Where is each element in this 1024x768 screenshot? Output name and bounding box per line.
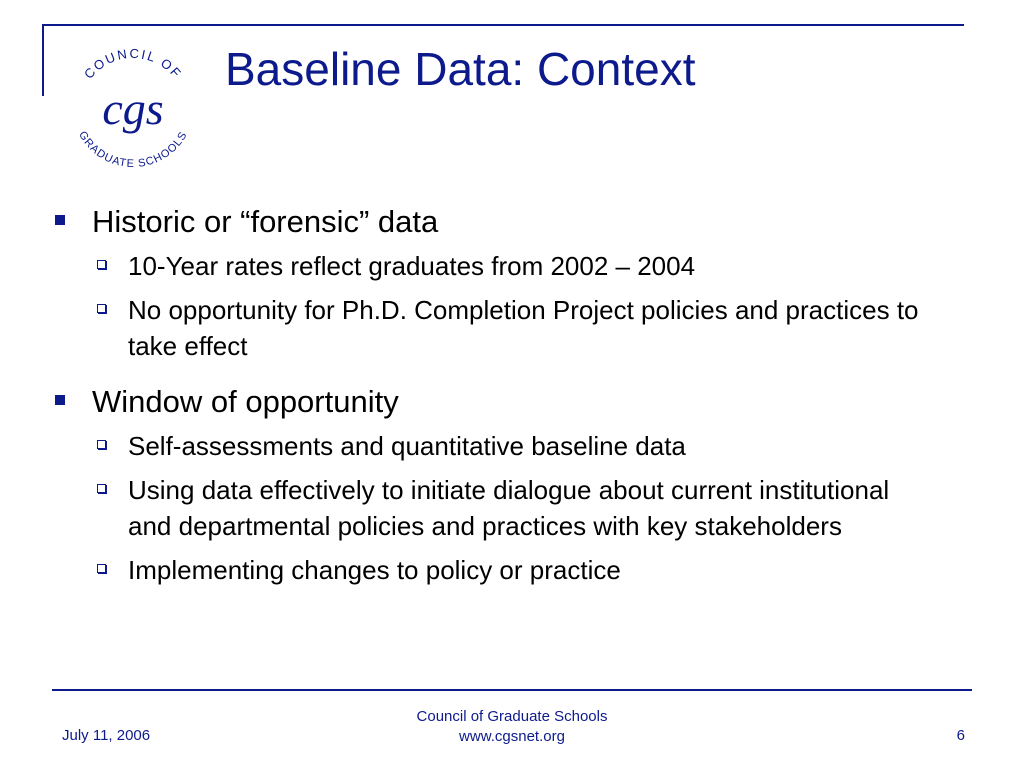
sub-bullet-text: Self-assessments and quantitative baseline data	[128, 431, 686, 461]
sub-bullet-item	[97, 248, 955, 284]
bullet-list	[55, 202, 955, 596]
hollow-square-bullet-icon	[97, 260, 106, 269]
sub-bullet-text: No opportunity for Ph.D. Completion Project policies and practices to take effect	[128, 295, 919, 361]
frame-top-rule	[42, 24, 964, 26]
bullet-text: Window of opportunity	[92, 384, 399, 419]
sub-bullet-text: Using data effectively to initiate dialogue about current institutional and departmental policies and practices with key stakeholders	[128, 475, 890, 541]
hollow-square-bullet-icon	[97, 564, 106, 573]
footer-url[interactable]: www.cgsnet.org	[459, 728, 565, 745]
sub-bullet-item	[97, 292, 955, 364]
svg-text:GRADUATE SCHOOLS	[76, 129, 190, 170]
bullet-item	[55, 202, 955, 242]
hollow-square-bullet-icon	[97, 484, 106, 493]
svg-text:COUNCIL OF	[81, 46, 185, 82]
cgs-logo	[58, 36, 208, 186]
logo-monogram: cgs	[102, 83, 164, 134]
sub-bullet-text: 10-Year rates reflect graduates from 2002 – 2004	[128, 251, 696, 281]
footer-rule	[52, 689, 972, 691]
bullet-text: Historic or “forensic” data	[92, 204, 439, 239]
page-number: 6	[956, 727, 965, 744]
sub-bullet-text: Implementing changes to policy or practice	[128, 555, 621, 585]
logo-bottom-text: GRADUATE SCHOOLS	[76, 129, 190, 171]
logo-top-text: COUNCIL OF	[80, 45, 186, 82]
hollow-square-bullet-icon	[97, 440, 106, 449]
footer-org: Council of Graduate Schools	[416, 708, 608, 725]
hollow-square-bullet-icon	[97, 304, 106, 313]
sub-bullet-item	[97, 552, 955, 588]
slide-title: Baseline Data: Context	[225, 43, 696, 95]
sub-bullet-item	[97, 472, 955, 544]
bullet-item	[55, 382, 955, 422]
sub-bullet-item	[97, 428, 955, 464]
footer-date: July 11, 2006	[62, 727, 151, 744]
frame-left-rule	[42, 24, 44, 96]
footer-center	[380, 707, 644, 747]
square-bullet-icon	[55, 215, 65, 225]
square-bullet-icon	[55, 395, 65, 405]
